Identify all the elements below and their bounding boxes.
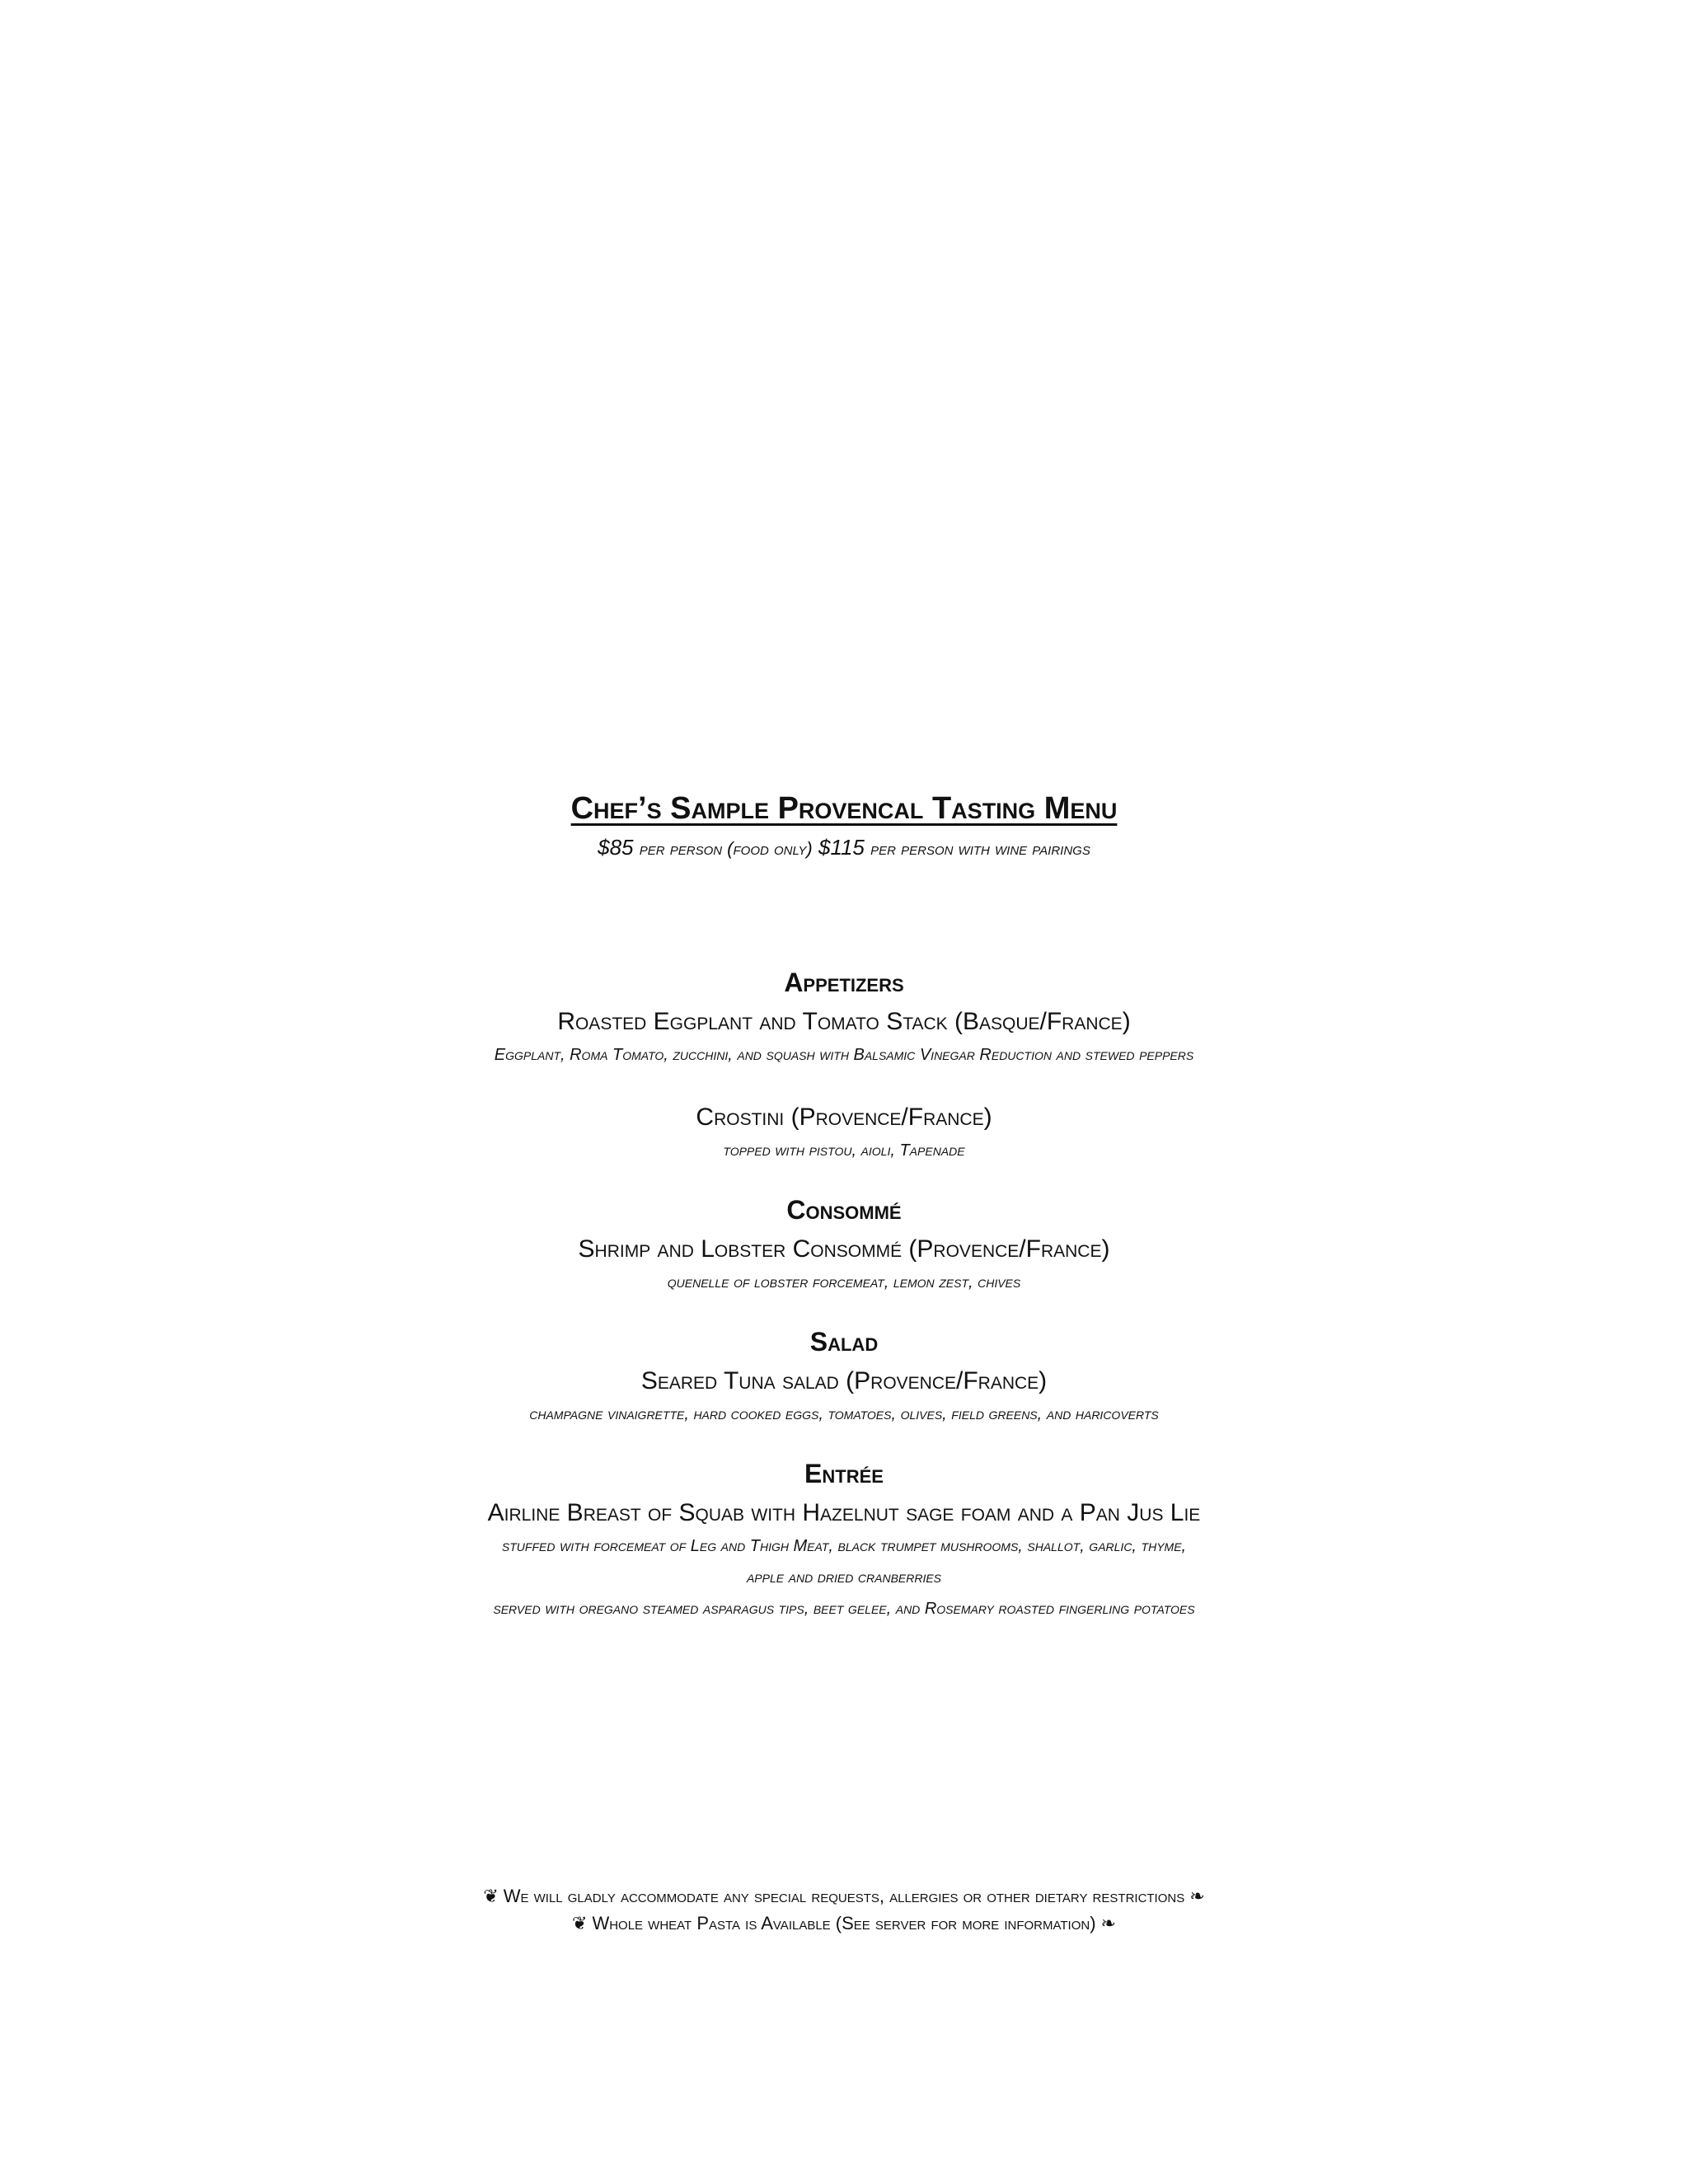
price-wine-text: per person with wine pairings	[870, 838, 1090, 859]
leaf-left-icon: ❦	[572, 1913, 588, 1933]
section-entree	[0, 1455, 1688, 1624]
section-heading: Entrée	[804, 1459, 884, 1488]
footer-note	[0, 1910, 1688, 1937]
menu-footer	[0, 1882, 1688, 1937]
footer-note-text: Whole wheat Pasta is Available (See server for more information)	[592, 1913, 1096, 1933]
price-food-text: per person (food only)	[639, 838, 813, 859]
footer-note	[0, 1882, 1688, 1910]
leaf-left-icon: ❦	[483, 1886, 499, 1906]
footer-note-text: We will gladly accommodate any special requests, allergies or other dietary restrictions	[503, 1886, 1185, 1906]
section-heading: Consommé	[786, 1195, 902, 1225]
menu-title: Chef’s Sample Provencal Tasting Menu	[570, 791, 1118, 826]
price-wine: $115	[818, 835, 865, 860]
section-salad	[0, 1324, 1688, 1429]
dish-title: Seared Tuna salad (Provence/France)	[640, 1367, 1048, 1394]
dish-title: Airline Breast of Squab with Hazelnut sage foam and a Pan Jus Lie	[487, 1499, 1201, 1526]
dish-description: quenelle of lobster forcemeat, lemon zest, chives	[667, 1273, 1021, 1291]
dish-description: stuffed with forcemeat of Leg and Thigh Meat, black trumpet mushrooms, shallot, garlic, thyme,	[501, 1537, 1187, 1555]
dish-description: topped with pistou, aioli, Tapenade	[723, 1141, 965, 1160]
menu-pricing	[0, 832, 1688, 864]
price-food: $85	[598, 835, 634, 860]
dish-description: champagne vinaigrette, hard cooked eggs, tomatoes, olives, field greens, and haricoverts	[529, 1405, 1159, 1423]
menu-header	[0, 790, 1688, 864]
menu-sections	[0, 964, 1688, 1624]
leaf-right-icon: ❧	[1100, 1913, 1116, 1933]
section-consomme	[0, 1192, 1688, 1297]
dish-title: Roasted Eggplant and Tomato Stack (Basque/France)	[557, 1008, 1131, 1035]
section-heading: Salad	[809, 1327, 879, 1357]
leaf-right-icon: ❧	[1189, 1886, 1205, 1906]
dish-description: apple and dried cranberries	[746, 1568, 942, 1586]
dish-title: Crostini (Provence/France)	[696, 1104, 992, 1131]
dish-description: Eggplant, Roma Tomato, zucchini, and squash with Balsamic Vinegar Reduction and stewed peppers	[494, 1046, 1194, 1064]
dish-title: Shrimp and Lobster Consommé (Provence/France)	[578, 1235, 1110, 1263]
dish-description: served with oregano steamed asparagus tips, beet gelee, and Rosemary roasted fingerling potatoes	[493, 1600, 1195, 1618]
section-appetizers	[0, 964, 1688, 1165]
section-heading: Appetizers	[784, 968, 904, 997]
